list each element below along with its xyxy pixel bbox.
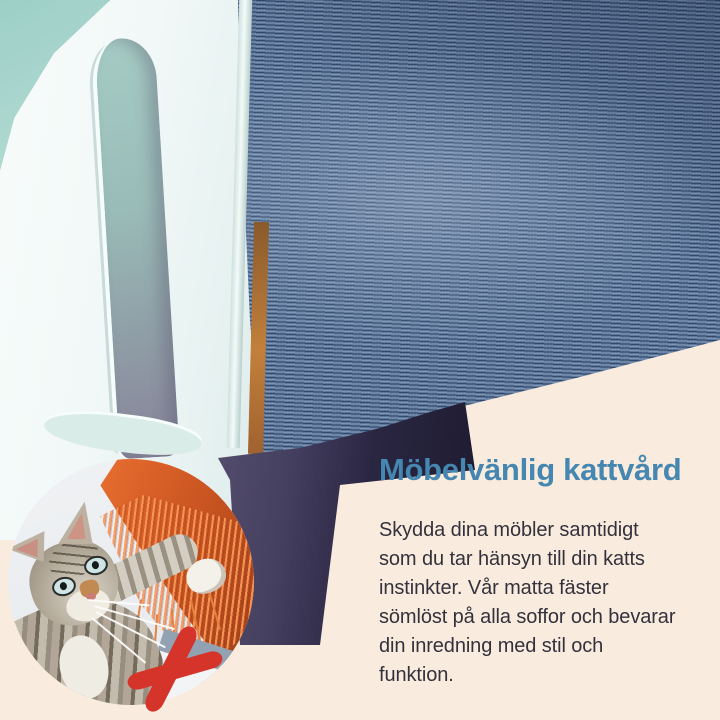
body-line: instinkter. Vår matta fäster: [379, 577, 609, 599]
page-title: Möbelvänlig kattvård: [379, 452, 682, 487]
body-line: Skydda dina möbler samtidigt: [379, 519, 639, 541]
body-text: [379, 516, 717, 690]
body-line: som du tar hänsyn till din katts: [379, 548, 645, 570]
body-line: din inredning med stil och: [379, 635, 604, 657]
body-line: funktion.: [379, 664, 454, 686]
red-x-icon: [120, 620, 230, 720]
body-line: sömlöst på alla soffor och bevarar: [379, 606, 676, 628]
cat-ear: [58, 498, 99, 549]
